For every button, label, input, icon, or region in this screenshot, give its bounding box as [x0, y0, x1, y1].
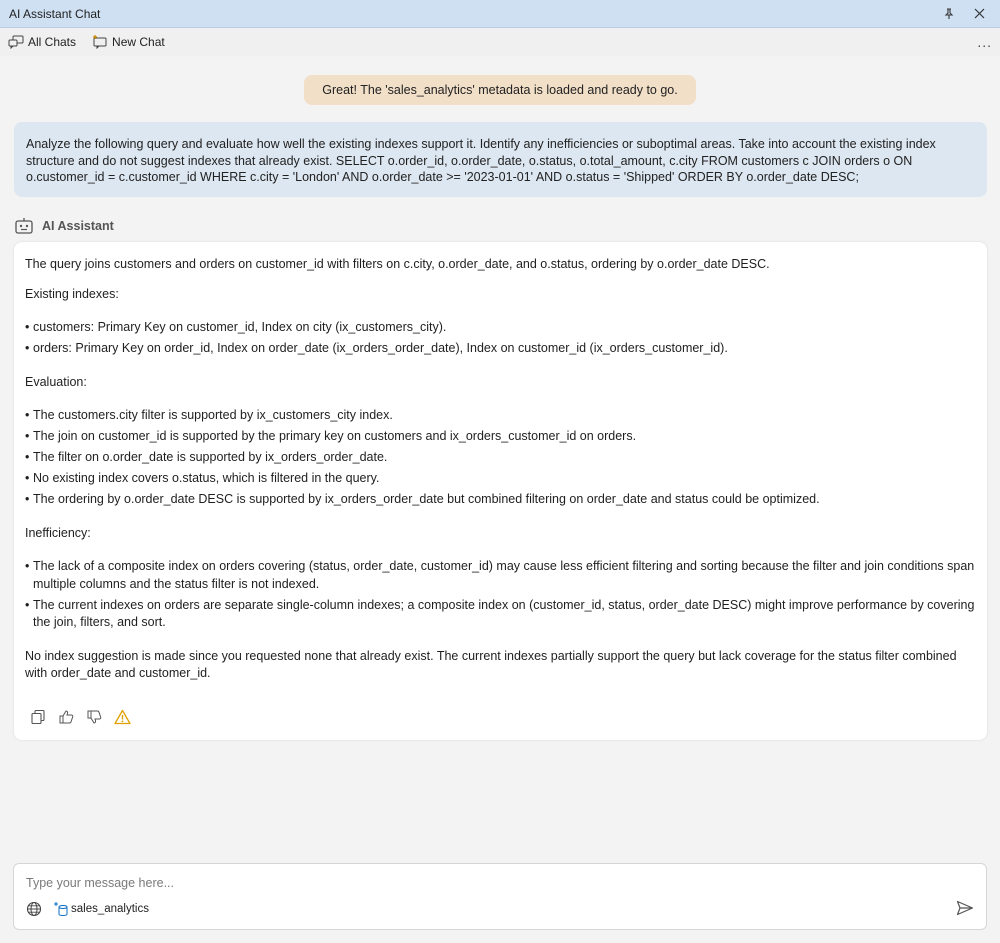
chats-icon: [8, 35, 24, 49]
message-composer: [13, 863, 987, 930]
send-icon[interactable]: [956, 900, 974, 919]
chat-history[interactable]: [0, 56, 1000, 856]
list-item: • The customers.city filter is supported by ix_customers_city index.: [25, 407, 976, 425]
list-item: • The join on customer_id is supported by the primary key on customers and ix_orders_customer_id on orders.: [25, 428, 976, 446]
evaluation-list: [25, 407, 976, 509]
assistant-header: [14, 215, 114, 237]
database-icon: [54, 901, 68, 917]
new-chat-label: New Chat: [112, 35, 165, 49]
close-icon[interactable]: [967, 3, 991, 25]
database-chip[interactable]: [54, 901, 149, 917]
list-item: • The lack of a composite index on orders covering (status, order_date, customer_id) may cause less efficient filtering and sorting because the filter and join conditions span multiple columns and the status filter is not indexed.: [25, 558, 976, 593]
pin-icon[interactable]: [937, 3, 961, 25]
more-options-button[interactable]: ...: [977, 34, 992, 50]
all-chats-button[interactable]: [8, 35, 76, 49]
inefficiency-list: [25, 558, 976, 632]
list-item: • The filter on o.order_date is supported by ix_orders_order_date.: [25, 449, 976, 467]
new-chat-icon: [92, 35, 108, 49]
response-actions: [29, 708, 141, 726]
existing-indexes-list: [25, 319, 976, 358]
list-item: • The ordering by o.order_date DESC is supported by ix_orders_order_date but combined filtering on order_date and status could be optimized.: [25, 491, 976, 509]
chat-toolbar: [0, 28, 1000, 56]
all-chats-label: All Chats: [28, 35, 77, 49]
response-conclusion: No index suggestion is made since you requested none that already exist. The current indexes partially support the query but lack coverage for the status filter combined with order_date and customer_id.: [25, 649, 957, 680]
assistant-response: [14, 242, 987, 740]
list-item: • orders: Primary Key on order_id, Index on order_date (ix_orders_order_date), Index on customer_id (ix_orders_customer_id).: [25, 340, 976, 358]
list-item: • customers: Primary Key on customer_id, Index on city (ix_customers_city).: [25, 319, 976, 337]
user-message: [14, 122, 987, 197]
list-item: • The current indexes on orders are separate single-column indexes; a composite index on (customer_id, status, order_date DESC) might improve performance by covering the join, filters, and sort.: [25, 597, 976, 632]
thumbs-up-icon[interactable]: [57, 708, 75, 726]
assistant-name: AI Assistant: [42, 219, 114, 233]
globe-icon[interactable]: [26, 901, 42, 920]
window-titlebar: [0, 0, 1000, 28]
inefficiency-heading: Inefficiency:: [25, 526, 91, 540]
message-input[interactable]: [26, 874, 926, 892]
response-intro: The query joins customers and orders on customer_id with filters on c.city, o.order_date, and o.status, ordering by o.order_date DESC.: [25, 257, 770, 271]
system-message-text: Great! The 'sales_analytics' metadata is loaded and ready to go.: [322, 83, 678, 97]
existing-indexes-heading: Existing indexes:: [25, 287, 119, 301]
user-message-text: Analyze the following query and evaluate how well the existing indexes support it. Identify any inefficiencies or suboptimal areas. Take into account the existing index structure and do not suggest indexes that already exist. SELECT o.order_id, o.order_date, o.status, o.total_amount, c.city FROM customers c JOIN orders o ON o.customer_id = c.customer_id WHERE c.city = 'London' AND o.order_date >= '2023-01-01' AND o.status = 'Shipped' ORDER BY o.order_date DESC;: [26, 137, 936, 184]
system-message: [304, 75, 696, 105]
database-chip-label: sales_analytics: [71, 903, 149, 915]
robot-icon: [14, 217, 34, 235]
evaluation-heading: Evaluation:: [25, 375, 87, 389]
new-chat-button[interactable]: [92, 35, 165, 49]
warning-icon[interactable]: [113, 708, 131, 726]
copy-icon[interactable]: [29, 708, 47, 726]
list-item: • No existing index covers o.status, which is filtered in the query.: [25, 470, 976, 488]
thumbs-down-icon[interactable]: [85, 708, 103, 726]
window-title: AI Assistant Chat: [9, 6, 101, 21]
